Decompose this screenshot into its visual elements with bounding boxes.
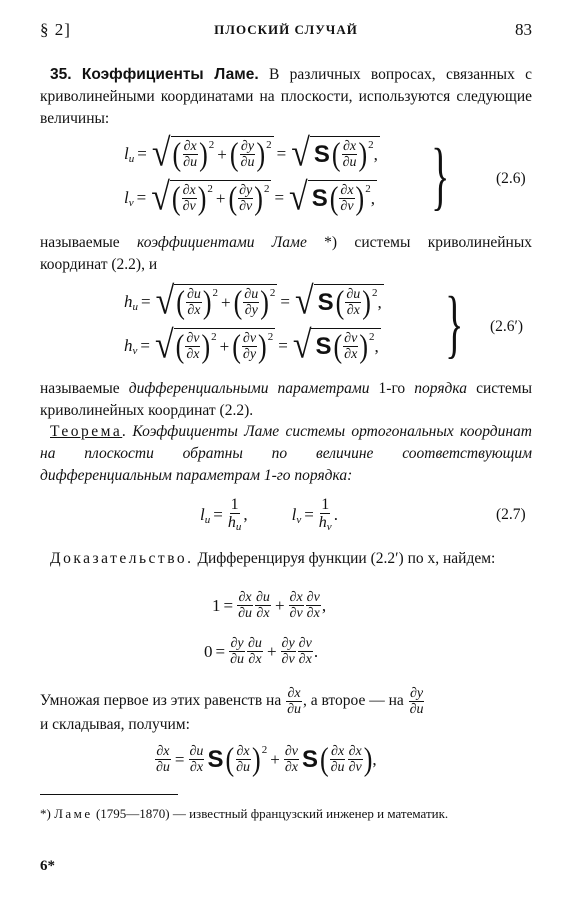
theorem-heading: Теорема bbox=[50, 423, 123, 440]
equation-label-2-6p: (2.6′) bbox=[490, 318, 524, 335]
equation-2-7: l u = $\frac{1}{hu}$ , l v = $\frac{1}{hv}$ . bbox=[200, 496, 338, 533]
text-run: системы криволинейных координат (2.2). bbox=[40, 380, 533, 419]
lhs-symbol: l bbox=[124, 144, 129, 163]
proof-text: Дифференцируя функции (2.2′) по x, найдем: bbox=[193, 550, 496, 567]
paragraph-multiply: Умножая первое из этих равенств на $\frac{\partial x}{\partial u}$ , а второе — на $\frac{\partial y}{\partial u}$ bbox=[40, 686, 424, 717]
theorem bbox=[40, 421, 532, 487]
section-title: Коэффициенты Ламе. bbox=[81, 66, 259, 83]
lhs-symbol: l bbox=[124, 188, 129, 207]
text-run: Умножая первое из этих равенств на bbox=[40, 692, 282, 710]
lhs-subscript: u bbox=[128, 153, 135, 165]
term-order: порядка bbox=[414, 380, 467, 397]
signature-mark: 6* bbox=[40, 858, 55, 874]
footnote-mark: *) bbox=[40, 806, 51, 821]
text-run: , а второе — на bbox=[303, 692, 404, 710]
page-header bbox=[40, 20, 532, 46]
running-title: ПЛОСКИЙ СЛУЧАЙ bbox=[214, 22, 358, 37]
section-intro bbox=[40, 64, 532, 130]
term-lame-coefficients: коэффициентами Ламе bbox=[137, 234, 307, 251]
equation-label-2-7: (2.7) bbox=[496, 506, 526, 523]
lhs-symbol: h bbox=[124, 292, 133, 311]
equation-label-2-6: (2.6) bbox=[496, 170, 526, 187]
footnote bbox=[40, 805, 532, 823]
equation-derivative-1: 1 = $\frac{\partial x}{\partial u}$ $\frac{\partial u}{\partial x}$ + $\frac{\partial x}{\partial v}$ $\frac{\partial v}{\partial x}$ , bbox=[212, 590, 327, 621]
proof-heading: Доказательство. bbox=[50, 550, 194, 567]
proof bbox=[40, 548, 532, 570]
lhs-subscript: v bbox=[132, 345, 138, 357]
footnote-rule bbox=[40, 794, 178, 795]
theorem-text: . Коэффициенты Ламе системы ортогональных координат на плоскости обратны по величине соответствующим дифференциальным параметрам 1-го порядка: bbox=[40, 423, 532, 484]
equation-2-6p-line-2: h v = √ ( $\frac{\partial v}{\partial x}$ ) 2 + ( $\frac{\partial v}{\partial y}$ ) 2 = √ S ( $\frac{\partial v}{\partial x}$ ) 2 , bbox=[124, 324, 379, 367]
intro-text: В различных вопросах, связанных с криволинейными координатами на плоскости, используются следующие величины: bbox=[40, 66, 532, 127]
lhs-subscript: v bbox=[128, 197, 134, 209]
text-run: *) системы криволинейных координат (2.2), и bbox=[40, 234, 532, 273]
lhs-symbol: h bbox=[124, 336, 133, 355]
footnote-name: Ламе bbox=[54, 806, 93, 821]
right-brace: } bbox=[445, 282, 464, 366]
section-number: 35. bbox=[50, 66, 72, 83]
lhs-subscript: u bbox=[132, 301, 138, 313]
right-brace: } bbox=[431, 134, 450, 218]
equation-derivative-2: 0 = $\frac{\partial y}{\partial u}$ $\frac{\partial u}{\partial x}$ + $\frac{\partial y}{\partial v}$ $\frac{\partial v}{\partial x}$ . bbox=[204, 636, 319, 667]
text-run: называемые bbox=[40, 234, 138, 251]
equation-2-6p-line-1: h u = √ ( $\frac{\partial u}{\partial x}$ ) 2 + ( $\frac{\partial u}{\partial y}$ ) 2 = √ S ( $\frac{\partial u}{\partial x}$ ) 2 , bbox=[124, 280, 382, 323]
page-number: 83 bbox=[515, 20, 532, 39]
paragraph-sum: и складывая, получим: bbox=[40, 716, 190, 733]
paragraph-lame bbox=[40, 232, 532, 276]
paragraph-diff-params bbox=[40, 378, 532, 422]
equation-2-6-line-1: l u = √ ( $\frac{\partial x}{\partial u}$ ) 2 + ( $\frac{\partial y}{\partial u}$ ) 2 = √ S ( $\frac{\partial x}{\partial u}$ ) 2 , bbox=[124, 132, 378, 175]
footnote-text: (1795—1870) — известный французский инженер и математик. bbox=[92, 806, 449, 821]
section-ref: § 2] bbox=[40, 20, 71, 39]
term-diff-params: дифференциальными параметрами bbox=[128, 380, 370, 397]
text-run: 1-го bbox=[369, 380, 415, 397]
equation-2-6-line-2: l v = √ ( $\frac{\partial x}{\partial v}$ ) 2 + ( $\frac{\partial y}{\partial v}$ ) 2 = √ S ( $\frac{\partial x}{\partial v}$ ) 2 , bbox=[124, 176, 375, 219]
text-run: называемые bbox=[40, 380, 129, 397]
equation-summed: $\frac{\partial x}{\partial u}$ = $\frac{\partial u}{\partial x}$ S ( $\frac{\partial x}{\partial u}$ ) 2 + $\frac{\partial v}{\partial x}$ S ( $\frac{\partial x}{\partial u}$ $\frac{\partial x}{\partial v}$ ) , bbox=[156, 740, 377, 777]
